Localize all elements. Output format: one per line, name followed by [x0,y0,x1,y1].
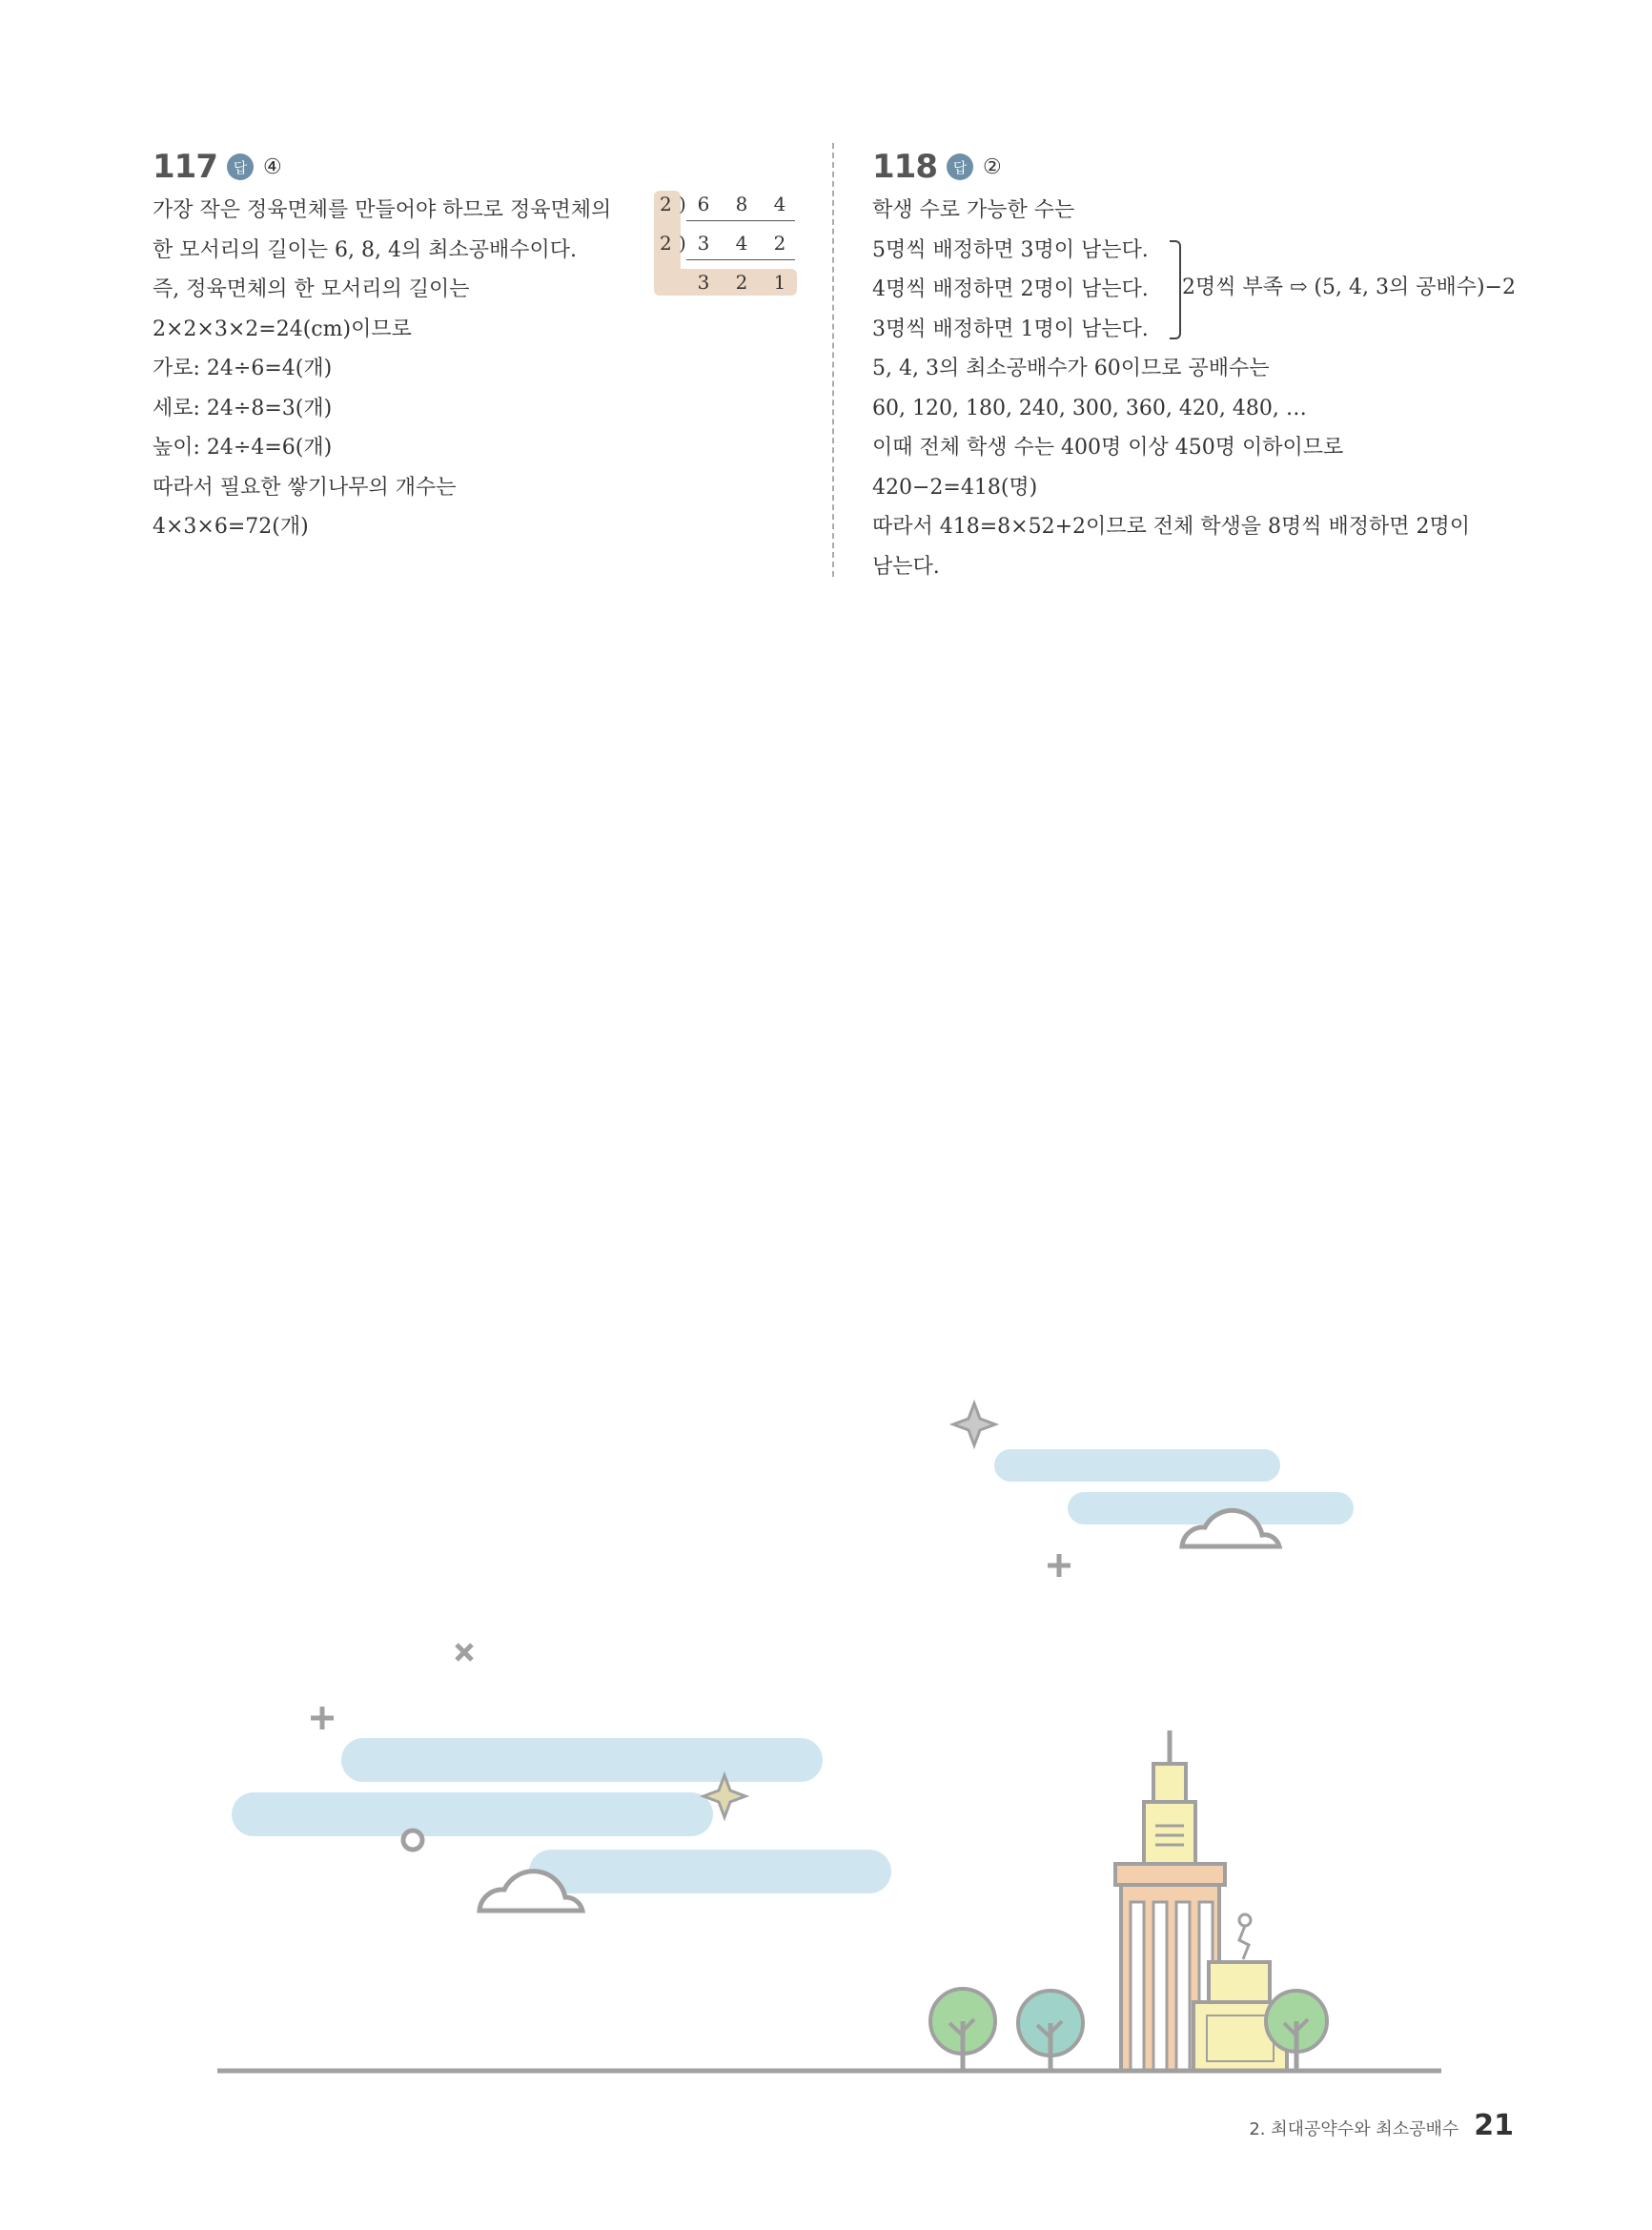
solution-line: 가로: 24÷6=4(개) [153,357,333,380]
solution-line: 따라서 418=8×52+2이므로 전체 학생을 8명씩 배정하면 2명이 [872,515,1471,539]
ladder-number: 6 [697,193,710,215]
answer-choice: ④ [262,154,282,179]
brace-note: 2명씩 부족 ⇨ (5, 4, 3의 공배수)−2 [1182,275,1516,299]
ladder-row: 2 ) 3 4 2 [654,230,797,256]
plus-icon [1048,1554,1071,1577]
ladder-number: 1 [773,271,786,294]
cloud-group-left [232,1738,891,1911]
ladder-number: 3 [697,271,710,294]
ladder-divisor: 2 [660,193,672,215]
ladder-number: 4 [735,232,748,255]
answer-choice: ② [982,154,1002,179]
cloud-group-right [994,1449,1354,1546]
solution-line: 420−2=418(명) [872,475,1038,500]
chapter-title: 2. 최대공약수와 최소공배수 [1249,2119,1459,2139]
solution-line: 높이: 24÷4=6(개) [153,436,333,460]
solution-line: 4명씩 배정하면 2명이 남는다. [872,277,1149,301]
solution-line: 4×3×6=72(개) [153,515,309,539]
solution-line: 2×2×3×2=24(cm)이므로 [153,317,412,341]
ladder-number: 2 [773,232,786,255]
cross-icon [457,1645,472,1660]
page-number: 21 [1474,2109,1514,2142]
solution-line: 3명씩 배정하면 1명이 남는다. [872,317,1149,341]
ladder-number: 2 [735,271,748,294]
tree-icon [930,1989,995,2071]
solution-line: 남는다. [872,554,940,579]
ladder-number: 4 [773,193,786,215]
answer-badge: 답 [947,153,973,180]
solution-line: 5, 4, 3의 최소공배수가 60이므로 공배수는 [872,357,1270,380]
ladder-number: 8 [735,193,748,215]
sparkle-icon [953,1403,995,1445]
page-footer [1249,2109,1514,2142]
tree-icon [1018,1991,1083,2071]
ladder-number: 3 [697,232,710,255]
problem-number: 118 [872,148,937,186]
problem-number: 117 [153,148,217,186]
solution-line: 한 모서리의 길이는 6, 8, 4의 최소공배수이다. [153,237,577,262]
solution-line: 60, 120, 180, 240, 300, 360, 420, 480, … [872,396,1307,420]
solution-line: 따라서 필요한 쌓기나무의 개수는 [153,475,457,500]
solution-line: 학생 수로 가능한 수는 [872,198,1075,222]
plus-icon [311,1707,334,1729]
solution-line: 즉, 정육면체의 한 모서리의 길이는 [153,277,470,301]
solution-line: 가장 작은 정육면체를 만들어야 하므로 정육면체의 [153,198,612,222]
answer-badge: 답 [227,153,254,180]
solution-line: 세로: 24÷8=3(개) [153,396,333,420]
solution-line: 이때 전체 학생 수는 400명 이상 450명 이하이므로 [872,436,1344,460]
solution-line: 5명씩 배정하면 3명이 남는다. [872,237,1149,262]
ladder-divisor: 2 [660,232,672,255]
ladder-row: 2 ) 6 8 4 [654,191,797,217]
